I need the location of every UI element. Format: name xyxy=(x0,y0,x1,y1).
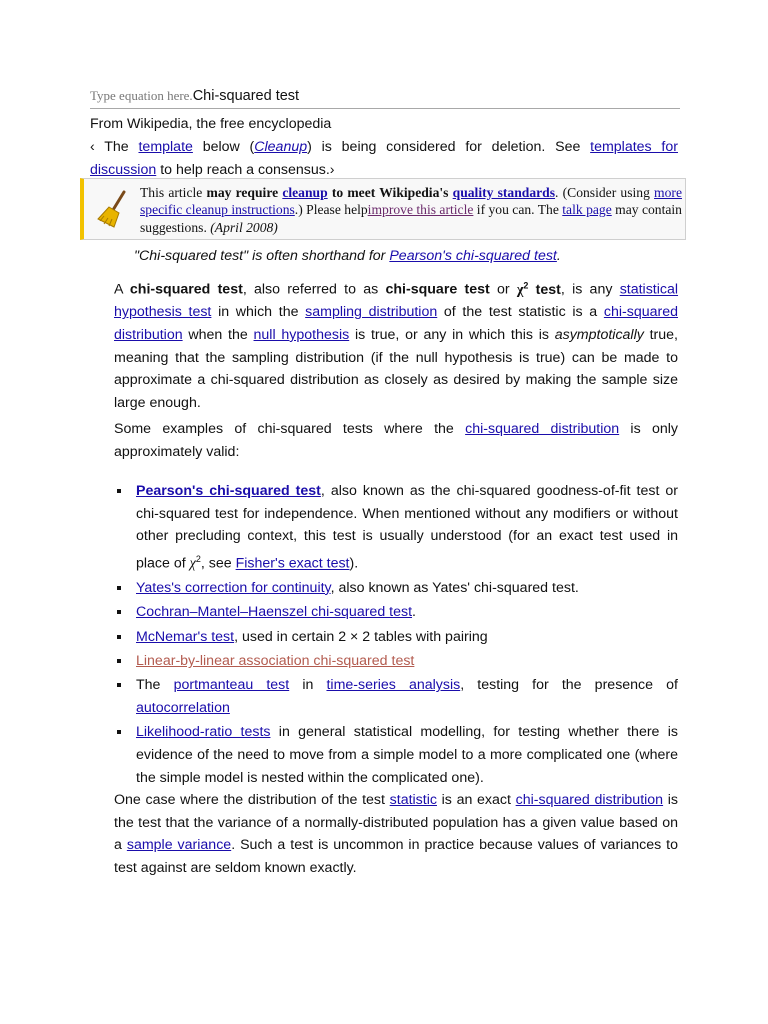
hatnote-text: . xyxy=(556,248,561,264)
text: . xyxy=(412,604,416,621)
text: , also referred to as xyxy=(242,281,386,298)
bullet-icon xyxy=(117,683,121,687)
notice-text: if you can. The xyxy=(473,202,563,218)
cleanup-link[interactable]: cleanup xyxy=(282,185,328,200)
superscript: 2 xyxy=(195,553,201,564)
notice-text: may contain suggestions. xyxy=(140,202,682,235)
text: is an exact xyxy=(436,792,516,808)
talk-page-link[interactable]: talk page xyxy=(562,202,612,218)
bullet-icon xyxy=(117,659,121,663)
text: , see xyxy=(200,555,236,572)
notice-text: This article xyxy=(140,185,207,200)
bullet-icon xyxy=(117,489,121,493)
template-link[interactable]: template xyxy=(138,139,193,155)
time-series-analysis-link[interactable]: time-series analysis xyxy=(326,677,461,694)
text: is only approximately valid: xyxy=(114,421,678,460)
text: . Such a test is uncommon in practice because values of variances to test against are seldom known exactly. xyxy=(114,837,678,876)
list-item xyxy=(114,577,678,600)
text: , used in certain 2 × 2 tables with pairing xyxy=(234,628,488,645)
fishers-exact-test-link[interactable]: Fisher's exact test xyxy=(235,555,350,572)
list-item xyxy=(114,721,678,789)
emphasis: asymptotically xyxy=(554,326,644,343)
notice-text: to meet Wikipedia's xyxy=(327,185,453,200)
notice-text: may require xyxy=(206,185,283,200)
pearsons-chi-squared-link[interactable]: Pearson's chi-squared test xyxy=(136,483,321,499)
text: , also known as Yates' chi-squared test. xyxy=(330,579,579,596)
examples-intro xyxy=(114,418,678,463)
text: or xyxy=(489,281,517,298)
notice-text: to help reach a consensus.› xyxy=(156,162,335,178)
cleanup-notice-box xyxy=(80,178,686,240)
text: , testing for the presence of xyxy=(460,677,678,694)
page-title: Chi-squared test xyxy=(192,88,300,104)
text: when the xyxy=(182,326,254,343)
notice-text: .) Please help xyxy=(294,202,368,218)
notice-text: ) is being considered for deletion. See xyxy=(307,139,591,155)
template-deletion-notice xyxy=(90,136,678,182)
notice-text: below ( xyxy=(192,139,255,155)
chi-squared-distribution-link[interactable]: chi-squared distribution xyxy=(114,304,679,343)
text: of the test statistic is a xyxy=(437,304,604,321)
improve-article-link[interactable]: improve this article xyxy=(367,202,474,218)
text: A xyxy=(114,281,130,298)
list-item xyxy=(114,601,678,624)
cmh-test-link[interactable]: Cochran–Mantel–Haenszel chi-squared test xyxy=(136,604,413,621)
title-line xyxy=(90,88,680,109)
bullet-icon xyxy=(117,635,121,639)
list-item xyxy=(114,626,678,649)
superscript: 2 xyxy=(523,280,529,290)
statistical-link[interactable]: statistical xyxy=(619,281,679,298)
closing-paragraph xyxy=(114,789,678,879)
hypothesis-test-link[interactable]: hypothesis test xyxy=(114,304,212,321)
bullet-icon xyxy=(117,610,121,614)
list-item xyxy=(114,480,678,575)
notice-text: . (Consider using xyxy=(555,185,655,200)
templates-for-discussion-link[interactable]: templates for discussion xyxy=(90,139,678,178)
autocorrelation-link[interactable]: autocorrelation xyxy=(136,700,230,717)
likelihood-ratio-tests-link[interactable]: Likelihood-ratio tests xyxy=(136,724,271,741)
null-hypothesis-link[interactable]: null hypothesis xyxy=(253,326,350,343)
chi-squared-distribution-link[interactable]: chi-squared distribution xyxy=(515,792,664,808)
text: One case where the distribution of the test xyxy=(114,792,390,808)
term-bold: chi-square test xyxy=(385,281,490,298)
cleanup-notice-text xyxy=(140,184,682,236)
cleanup-instructions-link[interactable]: more specific cleanup instructions xyxy=(140,185,682,218)
text: in xyxy=(289,677,327,694)
sampling-distribution-link[interactable]: sampling distribution xyxy=(305,304,438,321)
text: ). xyxy=(349,555,359,572)
bullet-icon xyxy=(117,730,121,734)
portmanteau-test-link[interactable]: portmanteau test xyxy=(173,677,290,694)
linear-by-linear-link[interactable]: Linear-by-linear association chi-squared test xyxy=(136,653,415,670)
intro-paragraph xyxy=(114,274,678,414)
text xyxy=(528,282,535,298)
list-item xyxy=(114,674,678,719)
broom-icon xyxy=(96,189,132,229)
text: The xyxy=(136,677,174,694)
statistic-link[interactable]: statistic xyxy=(389,792,437,808)
text: is the test that the variance of a normally-distributed population has a given value based on a xyxy=(114,792,679,854)
text: is true, or any in which this is xyxy=(349,326,555,343)
text: in general statistical modelling, for testing whether there is evidence of the need to move from a simple model to a more complicated one (where the simple model is nested within the complicated one). xyxy=(136,724,678,786)
sample-variance-link[interactable]: sample variance xyxy=(126,837,232,854)
mcnemars-test-link[interactable]: McNemar's test xyxy=(136,628,235,645)
term-bold: chi-squared test xyxy=(129,281,243,298)
text: true, meaning that the sampling distribution (if the null hypothesis is true) can be made to approximate a chi-squared distribution as closely as desired by making the sample size large enough. xyxy=(114,326,678,411)
quality-standards-link[interactable]: quality standards xyxy=(452,185,556,200)
yates-correction-link[interactable]: Yates's correction for continuity xyxy=(136,579,331,596)
hatnote-text: "Chi-squared test" is often shorthand for xyxy=(134,248,390,264)
tagline: From Wikipedia, the free encyclopedia xyxy=(90,116,332,132)
equation-placeholder[interactable]: Type equation here. xyxy=(90,88,193,103)
text: in which the xyxy=(211,304,306,321)
notice-text: ‹ The xyxy=(90,139,139,155)
term-bold: test xyxy=(535,281,561,298)
text: , is any xyxy=(560,281,620,298)
chi-symbol: χ xyxy=(516,281,524,298)
examples-list xyxy=(114,480,678,791)
list-item xyxy=(114,650,678,673)
text: Some examples of chi-squared tests where the xyxy=(114,421,466,437)
chi-symbol: χ xyxy=(189,555,196,572)
cleanup-template-link[interactable]: Cleanup xyxy=(254,139,308,155)
text: , also known as the chi-squared goodness-of-fit test or chi-squared test for independence. When mentioned without any modifiers or without other precluding context, this test is usually understood (for an exact test used in place of xyxy=(136,483,678,572)
notice-date: (April 2008) xyxy=(210,219,278,235)
chi-squared-distribution-link[interactable]: chi-squared distribution xyxy=(465,421,620,437)
bullet-icon xyxy=(117,586,121,590)
hatnote xyxy=(134,246,561,266)
pearsons-chi-squared-link[interactable]: Pearson's chi-squared test xyxy=(389,248,557,264)
